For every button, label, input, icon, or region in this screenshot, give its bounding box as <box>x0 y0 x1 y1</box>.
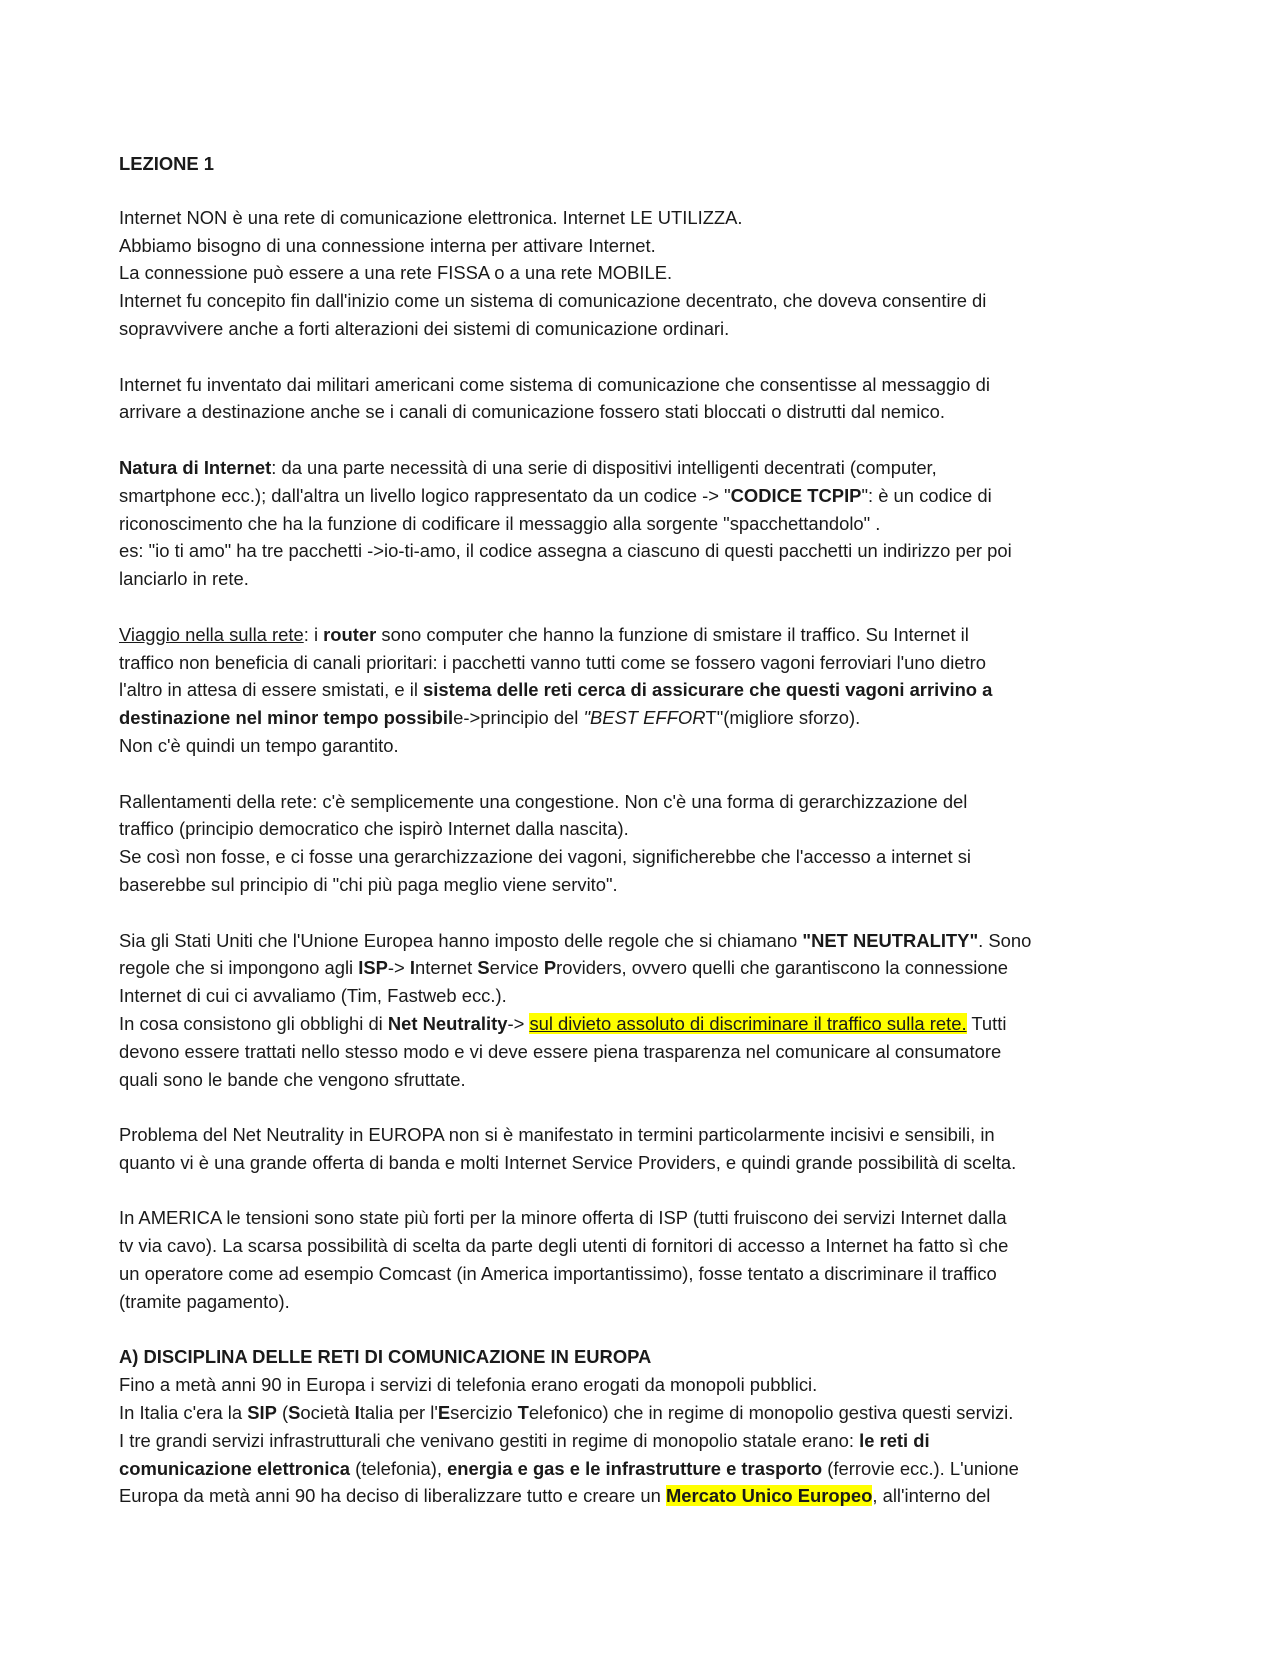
paragraph-congestion <box>119 788 1169 899</box>
text-run: ( <box>276 1402 289 1424</box>
bold-term: comunicazione elettronica <box>119 1457 350 1479</box>
bold-letter: S <box>288 1402 301 1424</box>
text-run: roviders, ovvero quelli che garantiscono la connessione <box>556 957 1008 979</box>
text-line: quanto vi è una grande offerta di banda e molti Internet Service Providers, e quindi grande possibilità di scelta. <box>119 1151 1017 1173</box>
text-line <box>119 704 1169 732</box>
text-line: sopravvivere anche a forti alterazioni dei sistemi di comunicazione ordinari. <box>119 317 730 339</box>
text-line: traffico (principio democratico che ispirò Internet dalla nascita). <box>119 818 629 840</box>
text-line: lanciarlo in rete. <box>119 568 249 590</box>
paragraph-america <box>119 1204 1169 1315</box>
bold-letter: P <box>543 957 557 979</box>
text-line: baserebbe sul principio di "chi più paga meglio viene servito". <box>119 873 618 895</box>
text-run: -> <box>507 1012 530 1034</box>
text-line <box>119 621 1169 649</box>
text-run: Europa da metà anni 90 ha deciso di liberalizzare tutto e creare un <box>119 1485 666 1507</box>
text-run: sono computer che hanno la funzione di smistare il traffico. Su Internet il <box>376 623 969 645</box>
paragraph-nature-of-internet <box>119 454 1169 593</box>
highlighted-text: sul divieto assoluto di discriminare il traffico sulla rete. <box>529 1012 967 1034</box>
text-run: elefonico) che in regime di monopolio gestiva questi servizi. <box>528 1402 1014 1424</box>
text-line <box>119 482 1169 510</box>
text-run: smartphone ecc.); dall'altra un livello logico rappresentato da un codice -> " <box>119 484 731 506</box>
text-line: Se così non fosse, e ci fosse una gerarchizzazione dei vagoni, significherebbe che l'accesso a internet si <box>119 846 972 868</box>
text-run: -> <box>387 957 410 979</box>
text-line: devono essere trattati nello stesso modo e vi deve essere piena trasparenza nel comunicare al consumatore <box>119 1040 1002 1062</box>
text-run: ervice <box>489 957 544 979</box>
bold-term: CODICE TCPIP <box>730 484 862 506</box>
text-line <box>119 1455 1169 1483</box>
text-run: In cosa consistono gli obblighi di <box>119 1012 388 1034</box>
text-line: Problema del Net Neutrality in EUROPA non si è manifestato in termini particolarmente incisivi e sensibili, in <box>119 1124 995 1146</box>
text-line: Non c'è quindi un tempo garantito. <box>119 734 399 756</box>
section-a <box>119 1343 1169 1510</box>
text-line <box>119 954 1169 982</box>
text-run: e->principio del <box>453 707 584 729</box>
text-run: talia per l' <box>359 1402 438 1424</box>
text-run: In Italia c'era la <box>119 1402 248 1424</box>
text-line <box>119 454 1169 482</box>
text-run: (telefonia), <box>349 1457 448 1479</box>
text-line: Internet NON è una rete di comunicazione elettronica. Internet LE UTILIZZA. <box>119 206 743 228</box>
text-line: quali sono le bande che vengono sfruttate. <box>119 1068 466 1090</box>
underlined-term: Viaggio nella sulla rete <box>119 623 304 645</box>
text-run: , all'interno del <box>872 1485 991 1507</box>
text-line: tv via cavo). La scarsa possibilità di scelta da parte degli utenti di fornitori di accesso a Internet ha fatto sì che <box>119 1235 1009 1257</box>
bold-term: router <box>323 623 377 645</box>
text-run: : da una parte necessità di una serie di dispositivi intelligenti decentrati (computer, <box>271 456 937 478</box>
bold-term: "NET NEUTRALITY" <box>802 929 979 951</box>
document-page <box>119 150 1169 1510</box>
paragraph-net-neutrality <box>119 927 1169 1094</box>
text-line <box>119 1482 1169 1510</box>
text-line: Abbiamo bisogno di una connessione interna per attivare Internet. <box>119 234 656 256</box>
text-line: Internet fu concepito fin dall'inizio come un sistema di comunicazione decentrato, che doveva consentire di <box>119 290 987 312</box>
section-heading: A) DISCIPLINA DELLE RETI DI COMUNICAZIONE IN EUROPA <box>119 1346 652 1368</box>
bold-term: SIP <box>247 1402 277 1424</box>
text-line: arrivare a destinazione anche se i canali di comunicazione fossero stati bloccati o distrutti dal nemico. <box>119 401 945 423</box>
text-run: nternet <box>415 957 478 979</box>
bold-letter: S <box>477 957 490 979</box>
text-line: In AMERICA le tensioni sono state più forti per la minore offerta di ISP (tutti fruiscono dei servizi Internet dalla <box>119 1207 1007 1229</box>
text-line: traffico non beneficia di canali prioritari: i pacchetti vanno tutti come se fossero vagoni ferroviari l'uno dietro <box>119 651 986 673</box>
lesson-title: LEZIONE 1 <box>119 153 215 174</box>
text-line: Internet fu inventato dai militari americani come sistema di comunicazione che consentisse al messaggio di <box>119 373 990 395</box>
bold-term: ISP <box>358 957 388 979</box>
bold-letter: I <box>354 1402 360 1424</box>
text-run: l'altro in attesa di essere smistati, e il <box>119 679 424 701</box>
text-line: La connessione può essere a una rete FISSA o a una rete MOBILE. <box>119 262 673 284</box>
bold-term: Natura di Internet <box>119 456 272 478</box>
text-line: Rallentamenti della rete: c'è semplicemente una congestione. Non c'è una forma di gerarchizzazione del <box>119 790 968 812</box>
text-run: . Sono <box>978 929 1032 951</box>
paragraph-internet-definition <box>119 204 1169 343</box>
text-line: un operatore come ad esempio Comcast (in America importantissimo), fosse tentato a discriminare il traffico <box>119 1263 997 1285</box>
text-run: T"(migliore sforzo). <box>705 707 861 729</box>
text-line: riconoscimento che ha la funzione di codificare il messaggio alla sorgente "spacchettandolo" . <box>119 512 881 534</box>
bold-term: energia e gas e le infrastrutture e trasporto <box>447 1457 823 1479</box>
text-line <box>119 676 1169 704</box>
text-run: (ferrovie ecc.). L'unione <box>822 1457 1019 1479</box>
text-line <box>119 1010 1169 1038</box>
bold-letter: T <box>517 1402 529 1424</box>
bold-letter: I <box>409 957 415 979</box>
text-run: sercizio <box>450 1402 518 1424</box>
text-line: Internet di cui ci avvaliamo (Tim, Fastweb ecc.). <box>119 985 507 1007</box>
text-run: I tre grandi servizi infrastrutturali che venivano gestiti in regime di monopolio statale erano: <box>119 1429 860 1451</box>
paragraph-europe <box>119 1121 1169 1177</box>
text-run: ": è un codice di <box>861 484 992 506</box>
text-run: Tutti <box>966 1012 1007 1034</box>
text-run: : i <box>303 623 324 645</box>
text-line <box>119 1399 1169 1427</box>
text-line: (tramite pagamento). <box>119 1290 290 1312</box>
bold-term: Net Neutrality <box>387 1012 508 1034</box>
bold-term: le reti di <box>859 1429 930 1451</box>
bold-term: destinazione nel minor tempo possibil <box>119 707 454 729</box>
paragraph-military-origin <box>119 371 1169 427</box>
text-line <box>119 927 1169 955</box>
paragraph-routing <box>119 621 1169 760</box>
text-run: regole che si impongono agli <box>119 957 359 979</box>
text-line: es: "io ti amo" ha tre pacchetti ->io-ti-amo, il codice assegna a ciascuno di questi pacchetti un indirizzo per poi <box>119 540 1012 562</box>
italic-term: "BEST EFFOR <box>583 707 706 729</box>
bold-letter: E <box>437 1402 451 1424</box>
text-line <box>119 1427 1169 1455</box>
text-line: Fino a metà anni 90 in Europa i servizi di telefonia erano erogati da monopoli pubblici. <box>119 1374 818 1396</box>
highlighted-bold-term: Mercato Unico Europeo <box>665 1485 873 1507</box>
text-run: ocietà <box>300 1402 355 1424</box>
text-run: Sia gli Stati Uniti che l'Unione Europea hanno imposto delle regole che si chiamano <box>119 929 803 951</box>
bold-term: sistema delle reti cerca di assicurare che questi vagoni arrivino a <box>423 679 993 701</box>
